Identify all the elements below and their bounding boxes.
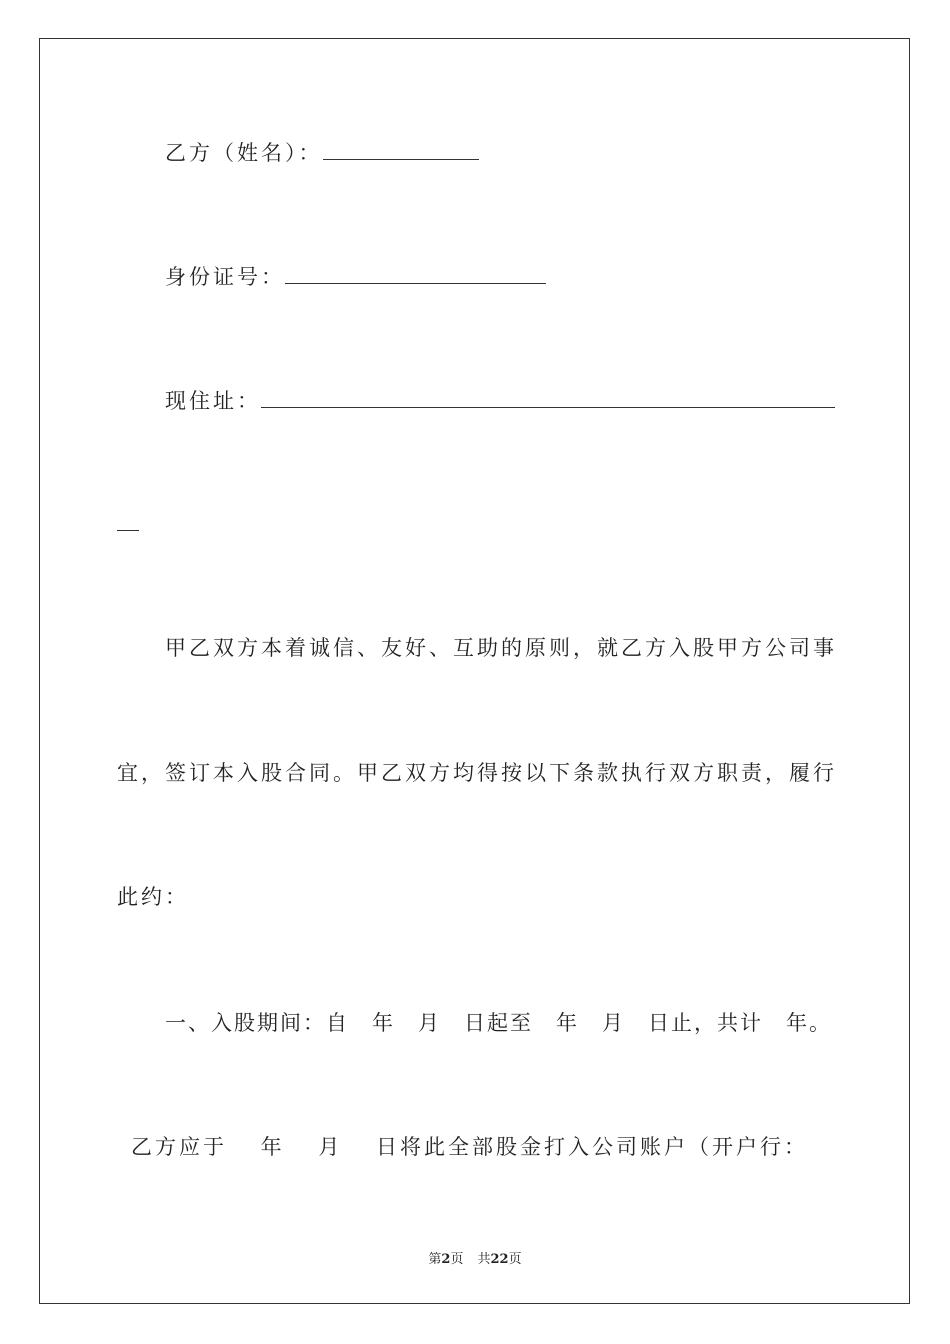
page-border bbox=[39, 38, 910, 1304]
paragraph-line: 此约： bbox=[117, 885, 189, 909]
paragraph-line: 宜，签订本入股合同。甲乙双方均得按以下条款执行双方职责，履行 bbox=[117, 761, 837, 785]
id-number-row bbox=[165, 263, 546, 290]
id-number-label: 身份证号： bbox=[165, 265, 285, 289]
address-blank[interactable] bbox=[261, 387, 835, 408]
id-number-blank[interactable] bbox=[285, 263, 546, 284]
footer-prefix: 第 bbox=[428, 1252, 442, 1267]
footer-page-number: 2 bbox=[441, 1252, 451, 1267]
clause-line: 乙方应于 年 月 日将此全部股金打入公司账户（开户行： bbox=[131, 1135, 809, 1159]
address-continuation-line bbox=[117, 530, 139, 531]
party-b-name-label: 乙方（姓名）： bbox=[165, 141, 323, 165]
address-row bbox=[165, 387, 835, 414]
page-footer bbox=[0, 1248, 950, 1267]
footer-page-suffix: 页 bbox=[450, 1252, 464, 1267]
party-b-name-row bbox=[165, 139, 479, 166]
party-b-name-blank[interactable] bbox=[323, 139, 479, 160]
address-label: 现住址： bbox=[165, 389, 261, 413]
footer-total-prefix: 共 bbox=[477, 1252, 491, 1267]
footer-total-suffix: 页 bbox=[508, 1252, 522, 1267]
clause-line: 一、入股期间：自 年 月 日起至 年 月 日止，共计 年。 bbox=[165, 1011, 832, 1035]
paragraph-line: 甲乙双方本着诚信、友好、互助的原则，就乙方入股甲方公司事 bbox=[165, 636, 837, 660]
footer-total-pages: 22 bbox=[490, 1252, 509, 1267]
